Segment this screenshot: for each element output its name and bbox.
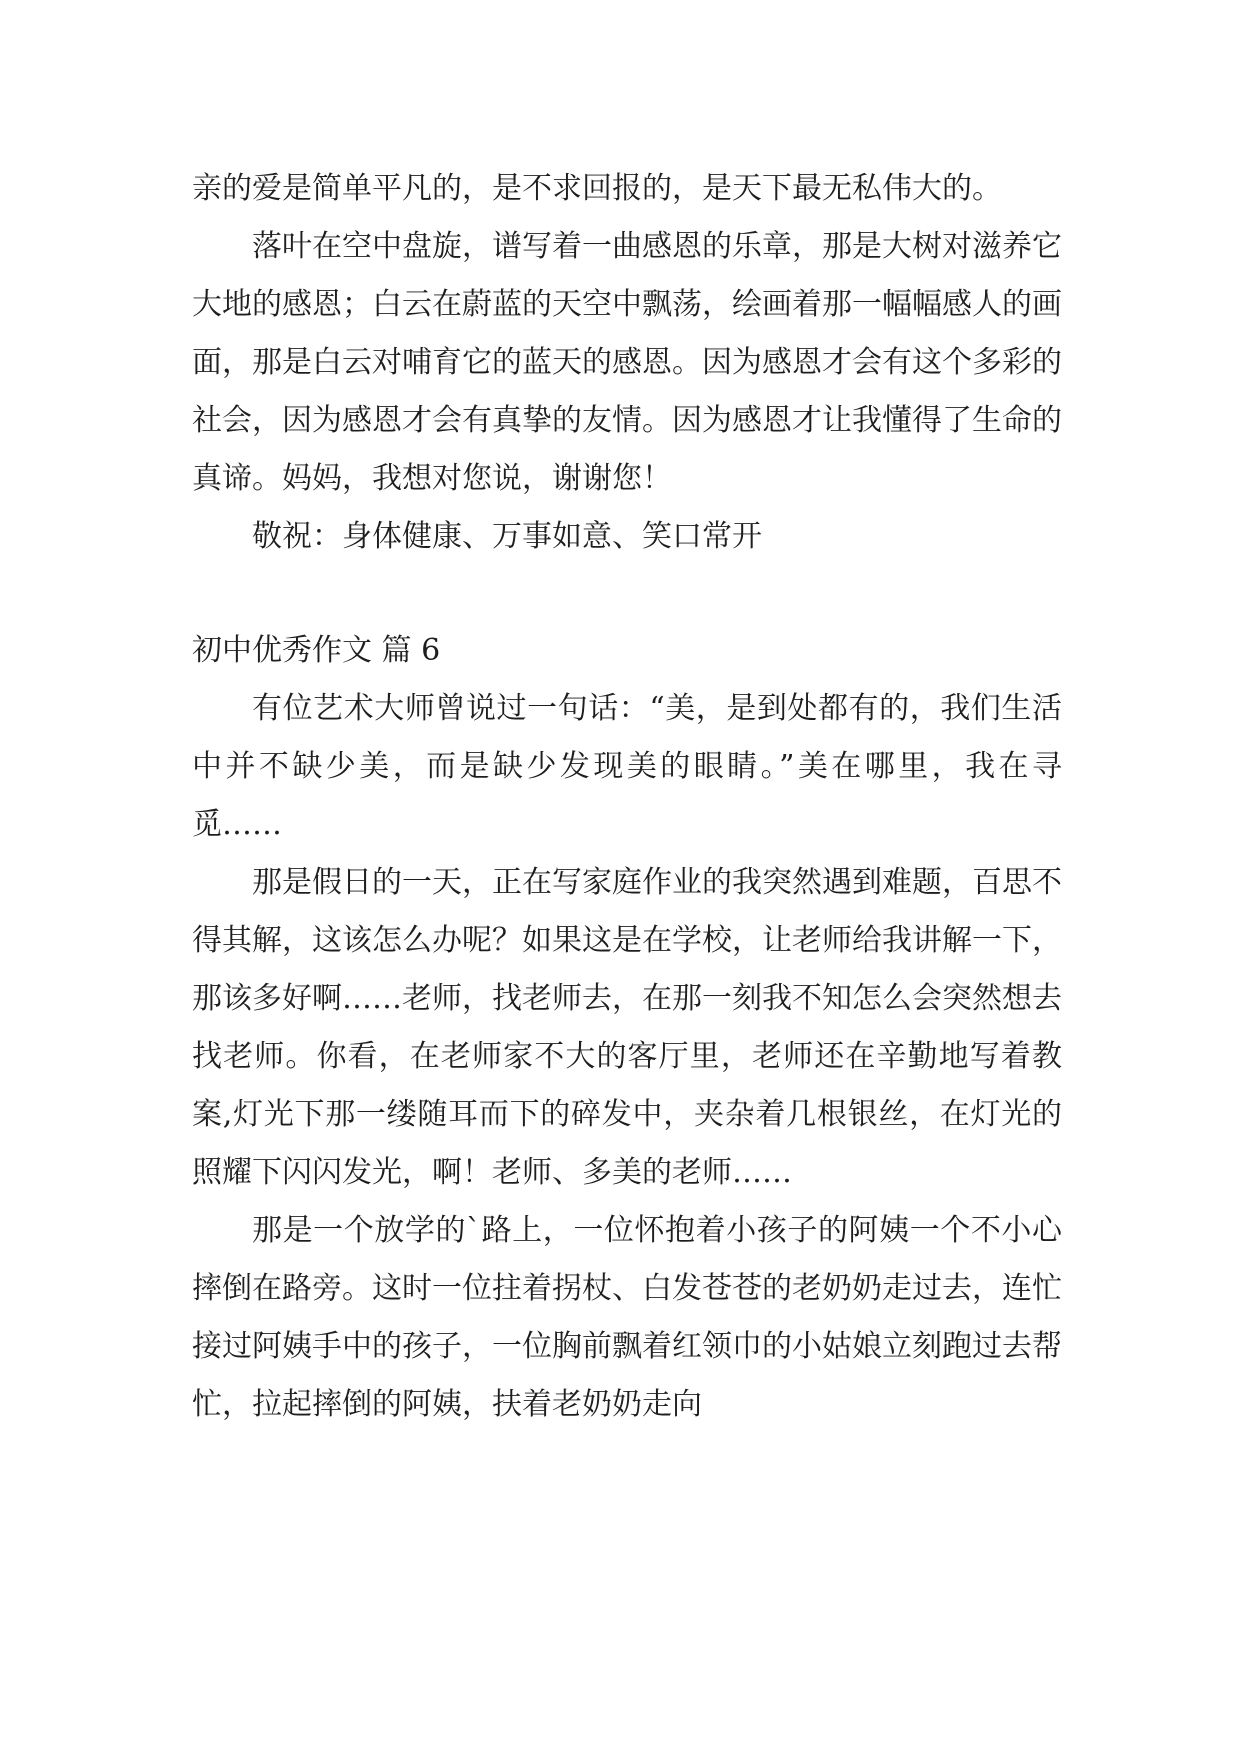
paragraph-essay-intro: 有位艺术大师曾说过一句话：“美，是到处都有的，我们生活中并不缺少美，而是缺少发现美的眼睛。”美在哪里，我在寻觅…… (192, 691, 1062, 842)
essay-heading: 初中优秀作文 篇 6 (192, 633, 441, 668)
paragraph-closing-wishes: 敬祝：身体健康、万事如意、笑口常开 (252, 519, 762, 554)
paragraph-gratitude: 落叶在空中盘旋，谱写着一曲感恩的乐章，那是大树对滋养它大地的感恩；白云在蔚蓝的天空中飘荡，绘画着那一幅幅感人的画面，那是白云对哺育它的蓝天的感恩。因为感恩才会有这个多彩的社会，因为感恩才会有真挚的友情。因为感恩才让我懂得了生命的真谛。妈妈，我想对您说，谢谢您！ (192, 229, 1062, 496)
paragraph-road: 那是一个放学的`路上，一位怀抱着小孩子的阿姨一个不小心摔倒在路旁。这时一位拄着拐杖、白发苍苍的老奶奶走过去，连忙接过阿姨手中的孩子，一位胸前飘着红领巾的小姑娘立刻跑过去帮忙，拉起摔倒的阿姨，扶着老奶奶走向 (192, 1213, 1062, 1422)
paragraph-continuation: 亲的爱是简单平凡的，是不求回报的，是天下最无私伟大的。 (192, 171, 1002, 206)
paragraph-teacher: 那是假日的一天，正在写家庭作业的我突然遇到难题，百思不得其解，这该怎么办呢？如果这是在学校，让老师给我讲解一下，那该多好啊……老师，找老师去，在那一刻我不知怎么会突然想去找老师。你看，在老师家不大的客厅里，老师还在辛勤地写着教案,灯光下那一缕随耳而下的碎发中，夹杂着几根银丝，在灯光的照耀下闪闪发光，啊！老师、多美的老师…… (192, 865, 1062, 1190)
document-body (192, 160, 1062, 1434)
section-spacer (192, 566, 1062, 622)
